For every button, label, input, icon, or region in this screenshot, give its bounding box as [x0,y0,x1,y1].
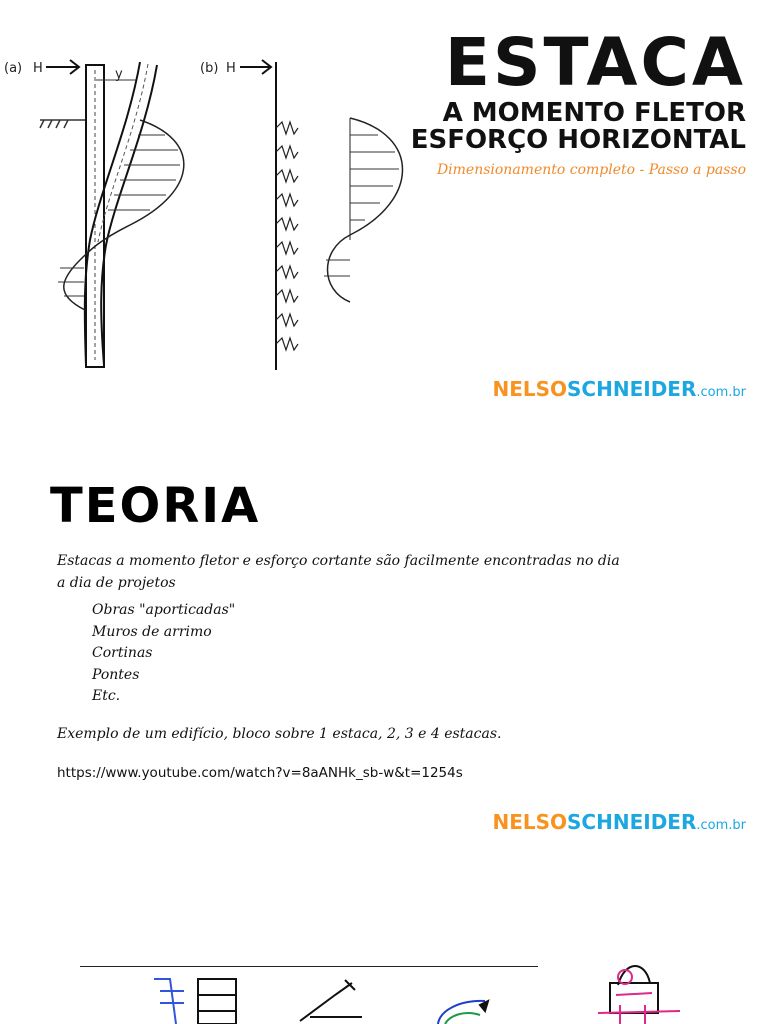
force-arrow-a [46,60,79,74]
pile-cap-sketches [140,955,700,1024]
section-title: TEORIA [50,478,261,534]
examples-list [92,600,235,708]
brand-logo-top[interactable] [492,377,746,401]
subtitle-line-2: ESFORÇO HORIZONTAL [410,125,746,155]
subtitle-line-1: A MOMENTO FLETOR [442,98,746,128]
sketch-1 [154,979,176,1024]
force-arrow-b [240,60,271,74]
brand-part-1: NELSO [492,377,568,401]
soil-reaction-curve-b [328,118,403,302]
sketch-2 [300,983,352,1021]
deflection-label: y [115,67,123,82]
list-item: Obras "aporticadas" [92,602,236,618]
video-link[interactable]: https://www.youtube.com/watch?v=8aANHk_sb-w&t=1254s [57,765,463,781]
pile-deflected [85,62,157,365]
soil-springs [276,122,298,350]
reaction-arrows-a [58,135,180,296]
sketch-3 [438,1001,485,1024]
tagline: Dimensionamento completo - Passo a passo [436,162,746,178]
brand-logo-bottom[interactable] [492,810,746,834]
list-item: Muros de arrimo [92,623,212,640]
list-item: Cortinas [92,645,153,661]
figure-label-b: (b) [200,61,219,76]
figure-label-a: (a) [4,61,23,76]
intro-paragraph: Estacas a momento fletor e esforço cortante são facilmente encontradas no dia a dia de projetos [57,553,620,591]
example-paragraph: Exemplo de um edifício, bloco sobre 1 estaca, 2, 3 e 4 estacas. [57,726,502,742]
main-title: ESTACA [444,24,746,101]
force-label-b: H [226,61,236,76]
list-item: Pontes [92,666,140,683]
ground-line [40,120,85,128]
force-label-a: H [33,61,43,76]
brand-part-1: NELSO [492,810,568,834]
brand-part-2: SCHNEIDER [567,810,697,834]
brand-part-3: .com.br [696,385,746,400]
list-item: Etc. [92,688,121,704]
pile-deflection-figure [0,40,410,385]
brand-part-3: .com.br [696,818,746,833]
brand-part-2: SCHNEIDER [567,377,697,401]
